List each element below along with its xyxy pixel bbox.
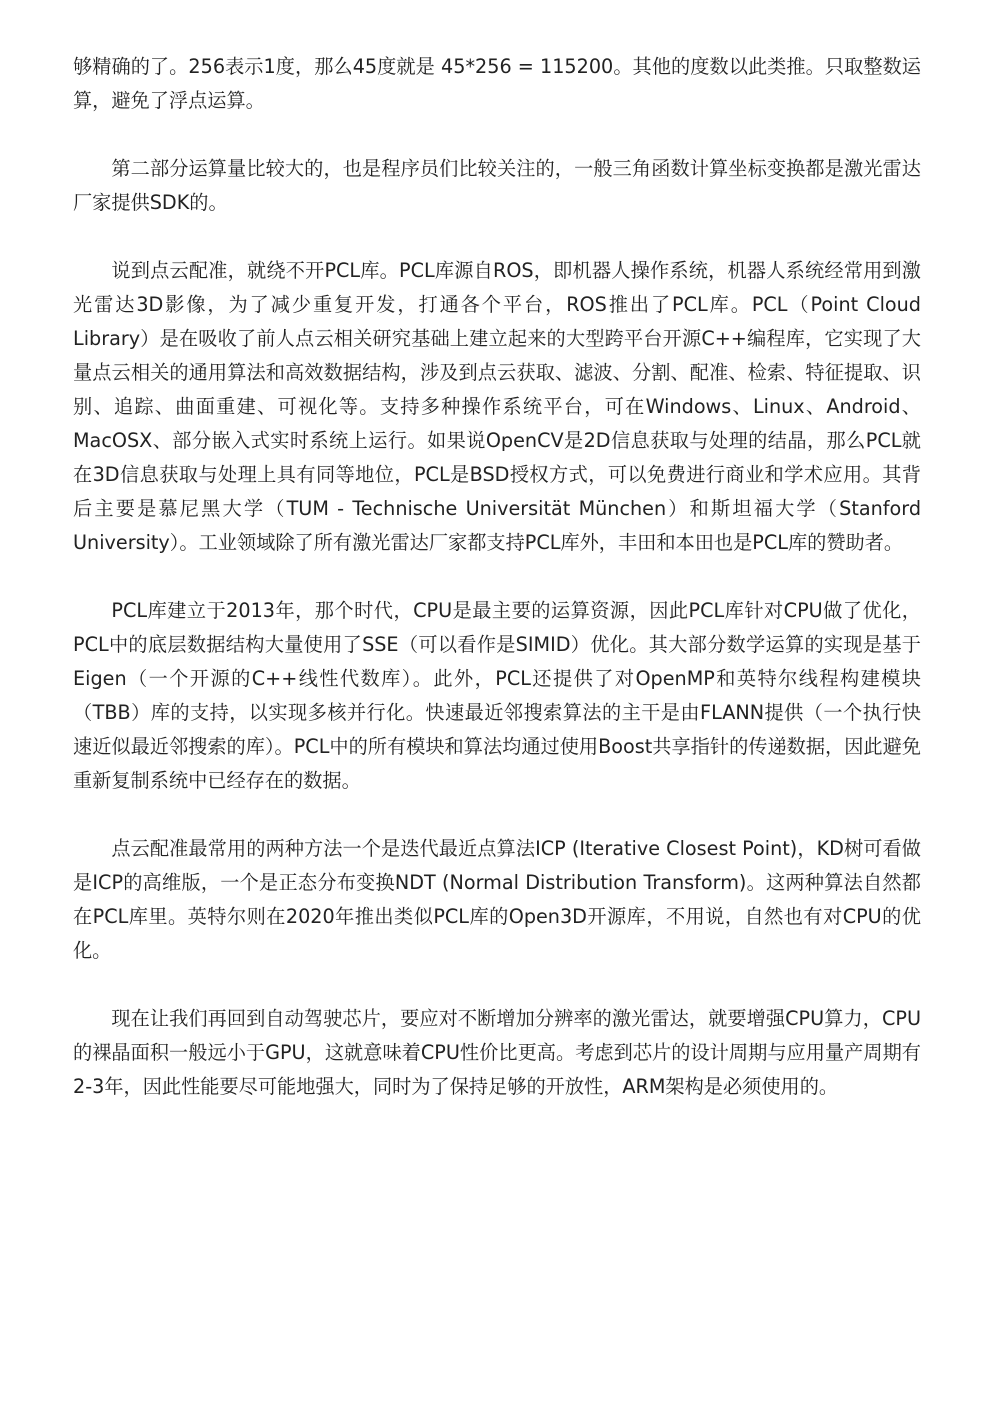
paragraph-trig-sdk: 第二部分运算量比较大的，也是程序员们比较关注的，一般三角函数计算坐标变换都是激光雷达厂家提供SDK的。 — [73, 157, 921, 214]
article-body — [73, 50, 921, 1138]
paragraph-fixed-point: 够精确的了。256表示1度，那么45度就是 45*256 = 115200。其他的度数以此类推。只取整数运算，避免了浮点运算。 — [73, 55, 921, 112]
paragraph-autonomous-chip: 现在让我们再回到自动驾驶芯片，要应对不断增加分辨率的激光雷达，就要增强CPU算力，CPU的裸晶面积一般远小于GPU，这就意味着CPU性价比更高。考虑到芯片的设计周期与应用量产周期有2-3年，因此性能要尽可能地强大，同时为了保持足够的开放性，ARM架构是必须使用的。 — [73, 1007, 921, 1098]
paragraph-pcl-cpu: PCL库建立于2013年，那个时代，CPU是最主要的运算资源，因此PCL库针对CPU做了优化，PCL中的底层数据结构大量使用了SSE（可以看作是SIMID）优化。其大部分数学运算的实现是基于Eigen（一个开源的C++线性代数库）。此外，PCL还提供了对OpenMP和英特尔线程构建模块（TBB）库的支持，以实现多核并行化。快速最近邻搜索算法的主干是由FLANN提供（一个执行快速近似最近邻搜索的库）。PCL中的所有模块和算法均通过使用Boost共享指针的传递数据，因此避免重新复制系统中已经存在的数据。 — [73, 599, 921, 792]
paragraph-pcl-intro: 说到点云配准，就绕不开PCL库。PCL库源自ROS，即机器人操作系统，机器人系统经常用到激光雷达3D影像，为了减少重复开发，打通各个平台，ROS推出了PCL库。PCL（Point Cloud Library）是在吸收了前人点云相关研究基础上建立起来的大型跨平台开源C++编程库，它实现了大量点云相关的通用算法和高效数据结构，涉及到点云获取、滤波、分割、配准、检索、特征提取、识别、追踪、曲面重建、可视化等。支持多种操作系统平台，可在Windows、Linux、Android、MacOSX、部分嵌入式实时系统上运行。如果说OpenCV是2D信息获取与处理的结晶，那么PCL就在3D信息获取与处理上具有同等地位，PCL是BSD授权方式，可以免费进行商业和学术应用。其背后主要是慕尼黑大学（TUM - Technische Universität München）和斯坦福大学（Stanford University）。工业领域除了所有激光雷达厂家都支持PCL库外，丰田和本田也是PCL库的赞助者。 — [73, 259, 921, 554]
paragraph-icp-ndt: 点云配准最常用的两种方法一个是迭代最近点算法ICP (Iterative Closest Point)，KD树可看做是ICP的高维版，一个是正态分布变换NDT (Normal Distribution Transform)。这两种算法自然都在PCL库里。英特尔则在2020年推出类似PCL库的Open3D开源库，不用说，自然也有对CPU的优化。 — [73, 837, 921, 962]
